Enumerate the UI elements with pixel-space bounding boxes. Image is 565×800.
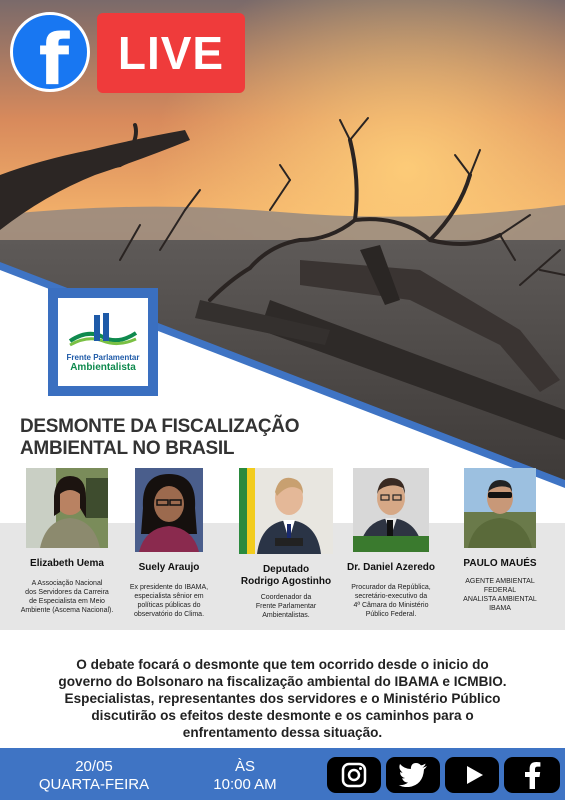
speaker-photo <box>239 468 333 554</box>
speaker-name: Dr. Daniel Azeredo <box>347 562 435 573</box>
speaker-role: Ex presidente do IBAMA, especialista sênior em políticas públicas do observatório do Clima. <box>129 584 209 618</box>
speaker-role: Coordenador da Frente Parlamentar Ambientalistas. <box>255 594 317 619</box>
speaker-photo <box>353 468 429 552</box>
speaker-name: Suely Araujo <box>138 562 200 573</box>
speaker-photo <box>26 468 108 548</box>
speaker-photo <box>464 468 536 548</box>
twitter-icon[interactable] <box>386 757 440 793</box>
organization-logo <box>48 288 158 396</box>
organization-name-line2: Ambientalista <box>70 362 136 373</box>
event-time: ÀS 10:00 AM <box>213 758 277 793</box>
event-description: O debate focará o desmonte que tem ocorrido desde o inicio do governo do Bolsonaro na fiscalização ambiental do IBAMA e ICMBIO. Especialistas, representantes dos servidores e o Ministério Público discutirão os efeitos deste desmonte e os caminhos para o enfrentamento dessa situação. <box>58 657 507 740</box>
event-date: 20/05 QUARTA-FEIRA <box>38 758 150 793</box>
speaker-role: Procurador da República, secretário-executivo da 4ª Câmara do Ministério Público Federal. <box>351 584 431 618</box>
speaker-card <box>114 468 224 619</box>
speaker-name: Elizabeth Uema <box>30 558 104 569</box>
speaker-photo <box>135 468 203 552</box>
speaker-card <box>226 468 346 620</box>
event-title-line2: AMBIENTAL NO BRASIL <box>20 438 235 459</box>
facebook-logo-icon <box>10 12 90 92</box>
congress-towers-icon <box>68 311 138 351</box>
organization-name-line1: Frente Parlamentar <box>66 353 140 362</box>
speaker-name: Deputado Rodrigo Agostinho <box>240 564 332 587</box>
facebook-logo-letter: f <box>38 19 70 92</box>
facebook-icon[interactable] <box>504 757 560 793</box>
speaker-card <box>336 468 446 619</box>
speaker-role: A Associação Nacional dos Servidores da Carreira de Especialista em Meio Ambiente (Ascema Nacional). <box>20 580 114 614</box>
organization-logo-inner <box>58 298 148 386</box>
speaker-card <box>8 468 126 615</box>
speaker-card <box>440 468 560 613</box>
event-title <box>20 416 350 460</box>
speaker-name: PAULO MAUÉS <box>463 558 537 569</box>
speaker-role: AGENTE AMBIENTAL FEDERAL ANALISTA AMBIENTAL IBAMA <box>463 578 537 612</box>
event-title-line1: DESMONTE DA FISCALIZAÇÃO <box>20 416 300 437</box>
live-badge: LIVE <box>97 13 245 93</box>
youtube-icon[interactable] <box>445 757 499 793</box>
instagram-icon[interactable] <box>327 757 381 793</box>
